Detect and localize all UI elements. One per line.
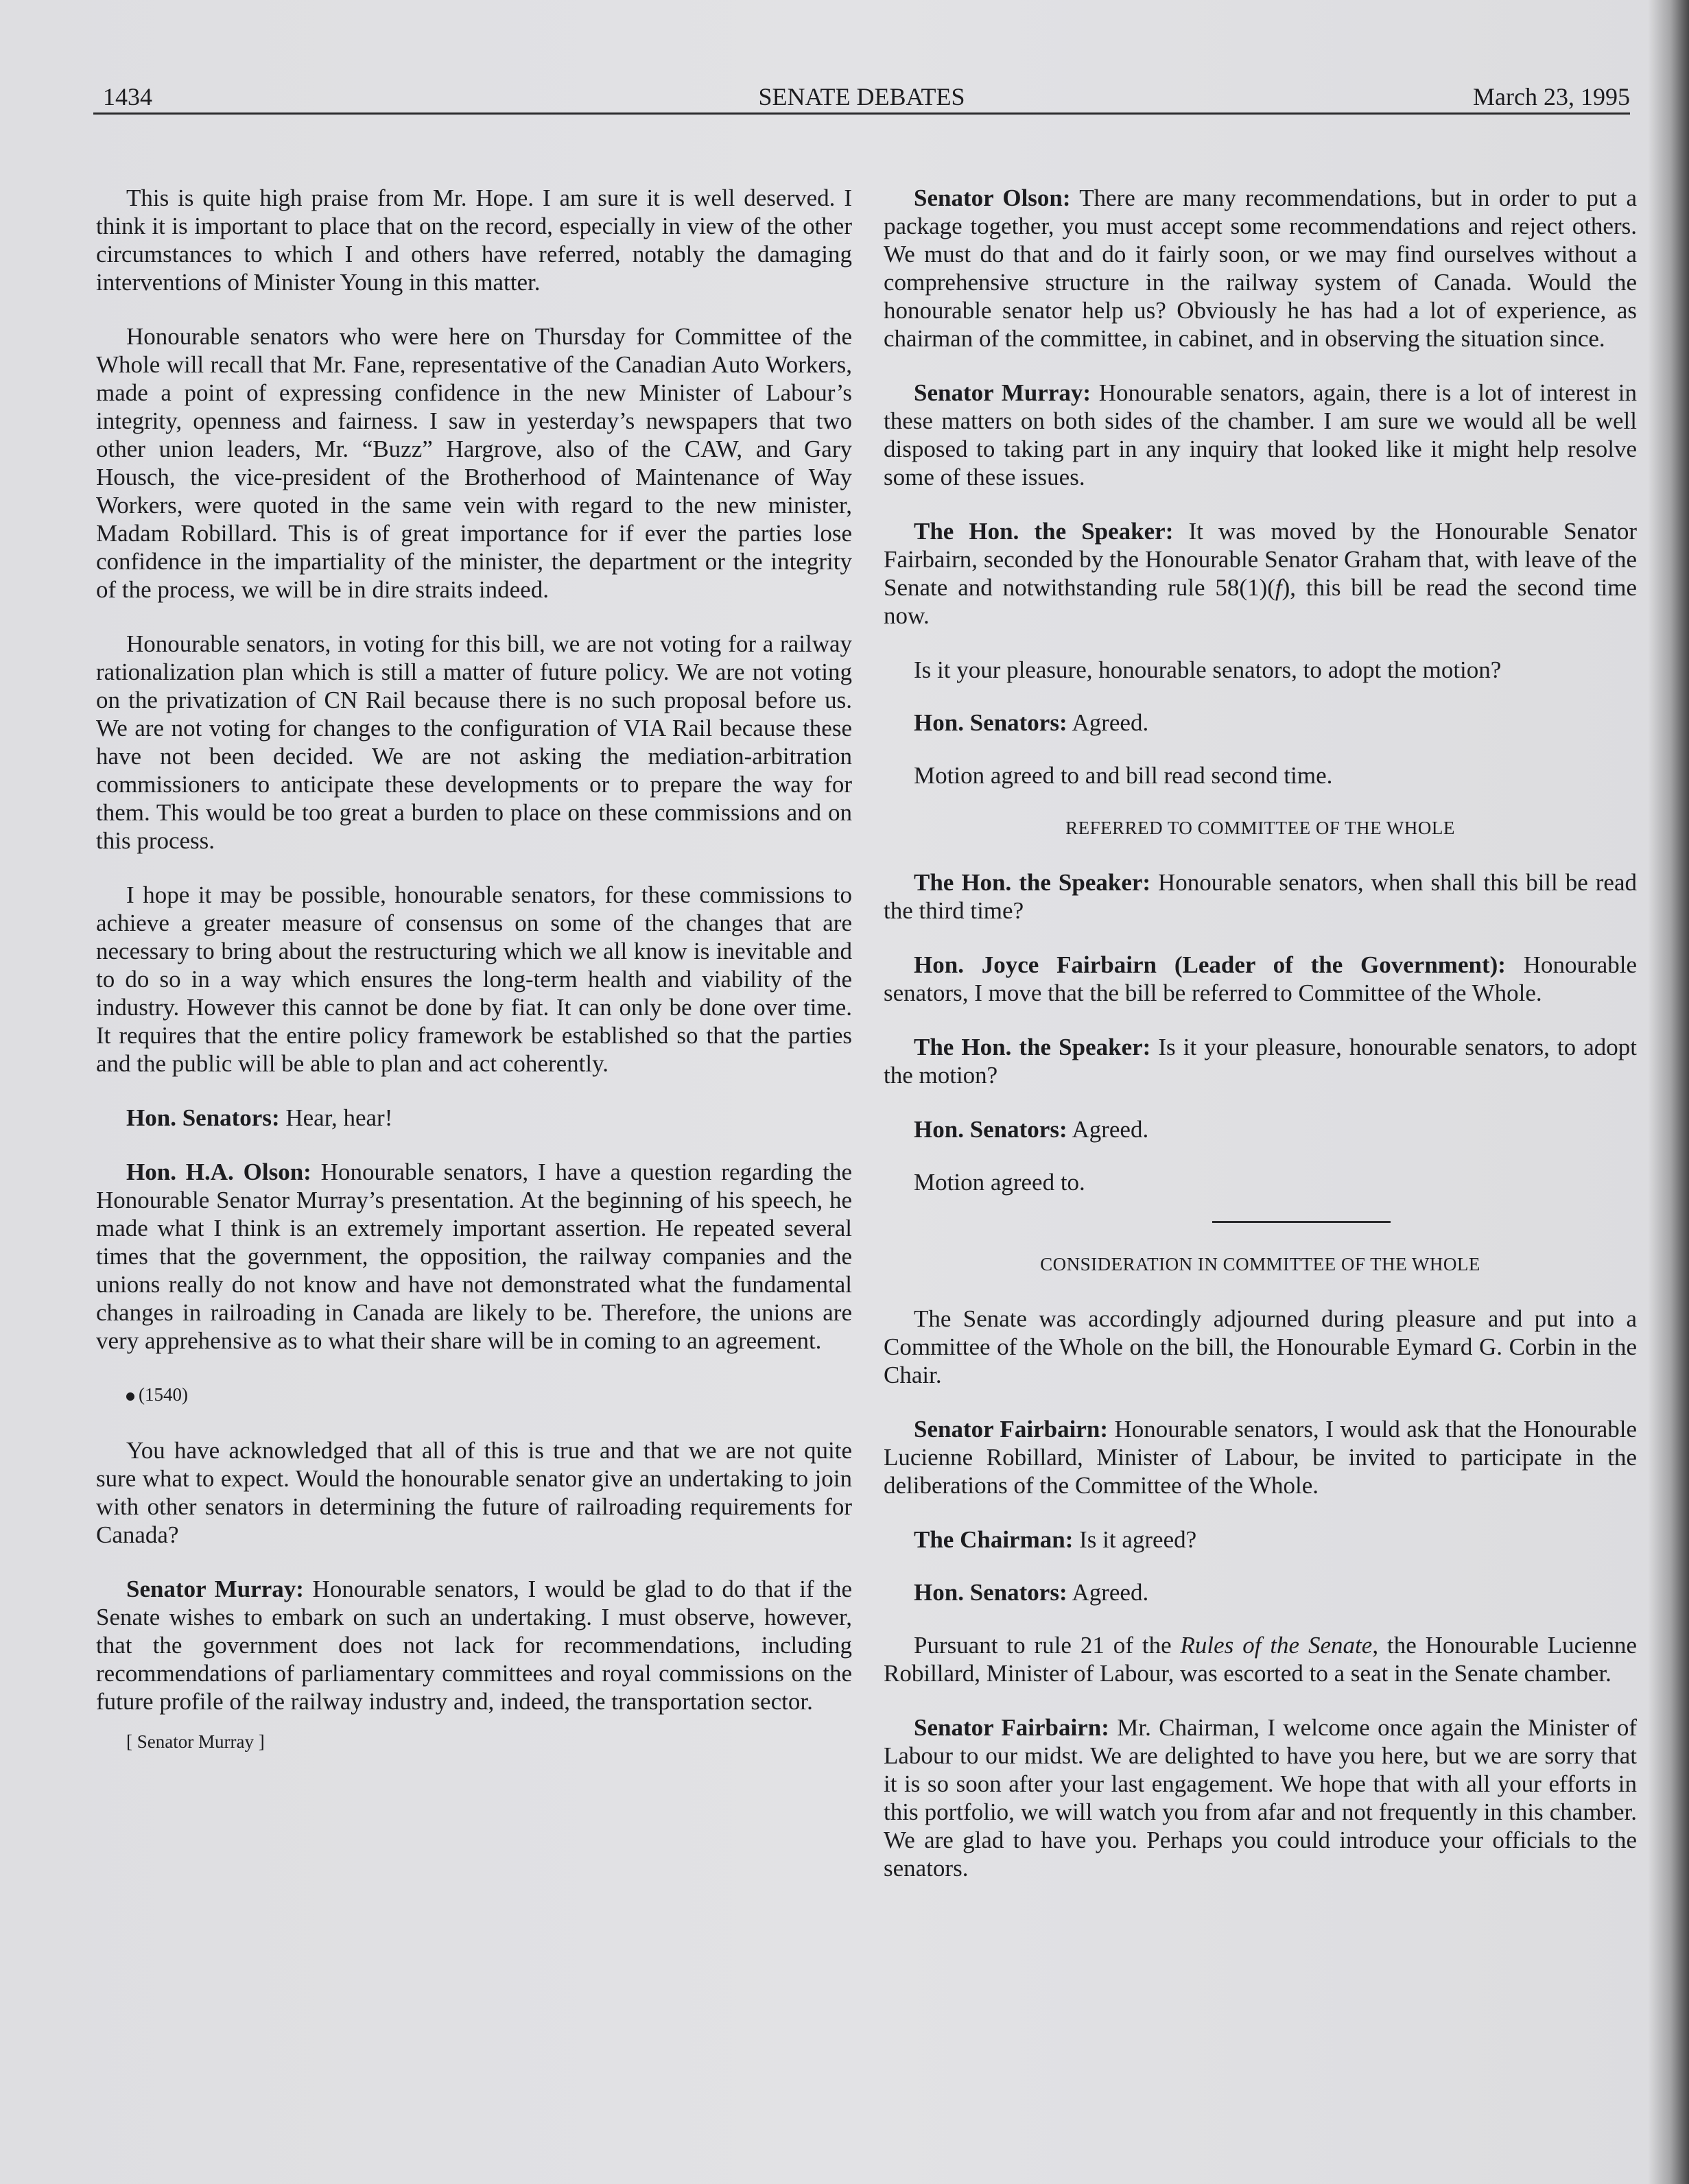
paragraph: Is it your pleasure, honourable senators, to adopt the motion?: [914, 656, 1502, 683]
speech: [884, 1415, 1637, 1499]
speech: [96, 1158, 852, 1355]
paragraph-text: Pursuant to rule 21 of the: [914, 1632, 1181, 1659]
speech-text: Is it your pleasure, honourable senators, to adopt the motion?: [884, 1034, 1637, 1089]
speech-text: There are many recommendations, but in order to put a package together, you must accept some recommendations and reject others. We must do that and do it fairly soon, or we may find ourselves without a comprehensive structure in the railway system of Canada. Would the honourable senator help us? Obviously he has had a lot of experience, as chairman of the committee, in cabinet, and in observing the situation since.: [884, 185, 1637, 352]
speech: [884, 379, 1637, 491]
speaker-name: The Hon. the Speaker:: [914, 518, 1174, 545]
speech: [884, 1033, 1637, 1089]
speaker-name: Hon. Joyce Fairbairn (Leader of the Government):: [914, 951, 1506, 978]
speech-text: Agreed.: [1067, 1116, 1149, 1143]
speaker-name: Hon. Senators:: [914, 1579, 1067, 1606]
speech: [884, 868, 1637, 925]
left-column: [96, 184, 852, 1756]
paragraph: [884, 1631, 1637, 1687]
column-footer-tag: [ Senator Murray ]: [126, 1731, 265, 1752]
speaker-name: The Chairman:: [914, 1526, 1074, 1553]
speech-text: Honourable senators, I would be glad to do that if the Senate wishes to embark on such an undertaking. I must observe, however, that the government does not lack for recommendations, including recommendations of parliamentary committees and royal commissions on the future profile of the railway industry and, indeed, the transportation sector.: [96, 1576, 852, 1715]
timestamp-marker: [126, 1381, 852, 1409]
section-heading: CONSIDERATION IN COMMITTEE OF THE WHOLE: [1040, 1254, 1480, 1274]
speech-text: Honourable senators, I move that the bill be referred to Committee of the Whole.: [884, 951, 1637, 1006]
speech-text: Mr. Chairman, I welcome once again the Minister of Labour to our midst. We are delighted to have you here, but we are sorry that it is so soon after your last engagement. We hope that with all your efforts in this portfolio, we will watch you from afar and not frequently in this chamber. We are glad to have you. Perhaps you could introduce your officials to the senators.: [884, 1714, 1637, 1882]
paragraph: Motion agreed to.: [914, 1169, 1085, 1196]
speech-text: Agreed.: [1067, 1579, 1149, 1606]
speech: [96, 1575, 852, 1716]
speech-text: Honourable senators, I have a question regarding the Honourable Senator Murray’s presentation. At the beginning of his speech, he made what I think is an extremely important assertion. He repeated several times that the government, the opposition, the railway companies and the unions really do not know and have not demonstrated what the fundamental changes in railroading in Canada are likely to be. Therefore, the unions are very apprehensive as to what their share will be in coming to an agreement.: [96, 1159, 852, 1354]
paragraph: I hope it may be possible, honourable senators, for these commissions to achieve a greater measure of consensus on some of the changes that are necessary to bring about the restructuring which we all know is inevitable and to do so in a way which ensures the long-term health and viability of the industry. However this cannot be done by fiat. It can only be done over time. It requires that the entire policy framework be established so that the parties and the public will be able to plan and act coherently.: [96, 881, 852, 1077]
right-column: [884, 184, 1637, 1908]
publication-date: March 23, 1995: [1473, 83, 1630, 110]
bullet-icon: [126, 1392, 134, 1401]
speech-text: Hear, hear!: [279, 1104, 393, 1131]
paragraph: The Senate was accordingly adjourned during pleasure and put into a Committee of the Whole on the bill, the Honourable Eymard G. Corbin in the Chair.: [884, 1305, 1637, 1388]
speech-text: Honourable senators, I would ask that the Honourable Lucienne Robillard, Minister of Labour, be invited to participate in the deliberations of the Committee of the Whole.: [884, 1416, 1637, 1499]
page-number: 1434: [103, 83, 152, 110]
speech: [884, 184, 1637, 353]
speaker-name: Senator Fairbairn:: [914, 1714, 1109, 1741]
speech-text: Honourable senators, again, there is a lot of interest in these matters on both sides of the chamber. I am sure we would all be well disposed to taking part in any inquiry that looked like it might help resolve some of these issues.: [884, 379, 1637, 490]
speaker-name: Senator Murray:: [914, 379, 1091, 406]
speech: [884, 1578, 1637, 1606]
speaker-name: Hon. H.A. Olson:: [126, 1159, 311, 1185]
paragraph-text: , the Honourable Lucienne Robillard, Minister of Labour, was escorted to a seat in the Senate chamber.: [884, 1632, 1637, 1687]
paragraph: This is quite high praise from Mr. Hope. I am sure it is well deserved. I think it is important to place that on the record, especially in view of the other circumstances to which I and others have referred, notably the damaging interventions of Minister Young in this matter.: [96, 185, 852, 296]
speaker-name: Hon. Senators:: [914, 709, 1067, 736]
speaker-name: Hon. Senators:: [914, 1116, 1067, 1143]
speech-text: Agreed.: [1067, 709, 1149, 736]
speech-text-italic: f: [1275, 574, 1282, 601]
header-rule: [93, 112, 1630, 115]
paragraph: Honourable senators who were here on Thursday for Committee of the Whole will recall that Mr. Fane, representative of the Canadian Auto Workers, made a point of expressing confidence in the new Minister of Labour’s integrity, openness and fairness. I saw in yesterday’s newspapers that two other union leaders, Mr. “Buzz” Hargrove, also of the CAW, and Gary Housch, the vice-president of the Brotherhood of Maintenance of Way Workers, were quoted in the same vein with regard to the new minister, Madam Robillard. This is of great importance for if ever the parties lose confidence in the impartiality of the minister, the department or the integrity of the process, we will be in dire straits indeed.: [96, 323, 852, 603]
paragraph: Motion agreed to and bill read second time.: [914, 762, 1333, 789]
speech: [884, 1115, 1637, 1143]
section-divider: [1212, 1221, 1391, 1223]
speaker-name: The Hon. the Speaker:: [914, 1034, 1151, 1060]
speech: [884, 1713, 1637, 1882]
section-heading: REFERRED TO COMMITTEE OF THE WHOLE: [1065, 818, 1455, 838]
timestamp: (1540): [139, 1384, 188, 1405]
speech-text: Is it agreed?: [1073, 1526, 1197, 1553]
speech-text: ), this bill be read the second time now.: [884, 574, 1637, 629]
paragraph: Honourable senators, in voting for this bill, we are not voting for a railway rationalization plan which is still a matter of future policy. We are not voting on the privatization of CN Rail because there is no such proposal before us. We are not voting for changes to the configuration of VIA Rail because these have not been decided. We are not asking the mediation-arbitration commissioners to anticipate these developments or to prepare the way for them. This would be too great a burden to place on these commissions and on this process.: [96, 630, 852, 854]
speech: [884, 951, 1637, 1007]
speech: [884, 517, 1637, 630]
speech: [884, 1526, 1637, 1554]
speech-text: Honourable senators, when shall this bill be read the third time?: [884, 869, 1637, 924]
speaker-name: Hon. Senators:: [126, 1104, 280, 1131]
speech: [884, 709, 1637, 737]
speaker-name: Senator Olson:: [914, 185, 1071, 211]
speaker-name: Senator Fairbairn:: [914, 1416, 1109, 1443]
page-header: [93, 82, 1630, 115]
speech: [96, 1104, 852, 1132]
publication-title-italic: Rules of the Senate: [1180, 1632, 1373, 1659]
page-edge-shadow: [1648, 0, 1689, 2184]
speech-text: It was moved by the Honourable Senator Fairbairn, seconded by the Honourable Senator Graham that, with leave of the Senate and notwithstanding rule 58(1)(: [884, 518, 1637, 601]
publication-title: SENATE DEBATES: [758, 83, 965, 110]
paragraph: You have acknowledged that all of this is true and that we are not quite sure what to expect. Would the honourable senator give an undertaking to join with other senators in determining the future of railroading requirements for Canada?: [96, 1437, 852, 1548]
speaker-name: The Hon. the Speaker:: [914, 869, 1151, 896]
speaker-name: Senator Murray:: [126, 1576, 304, 1602]
